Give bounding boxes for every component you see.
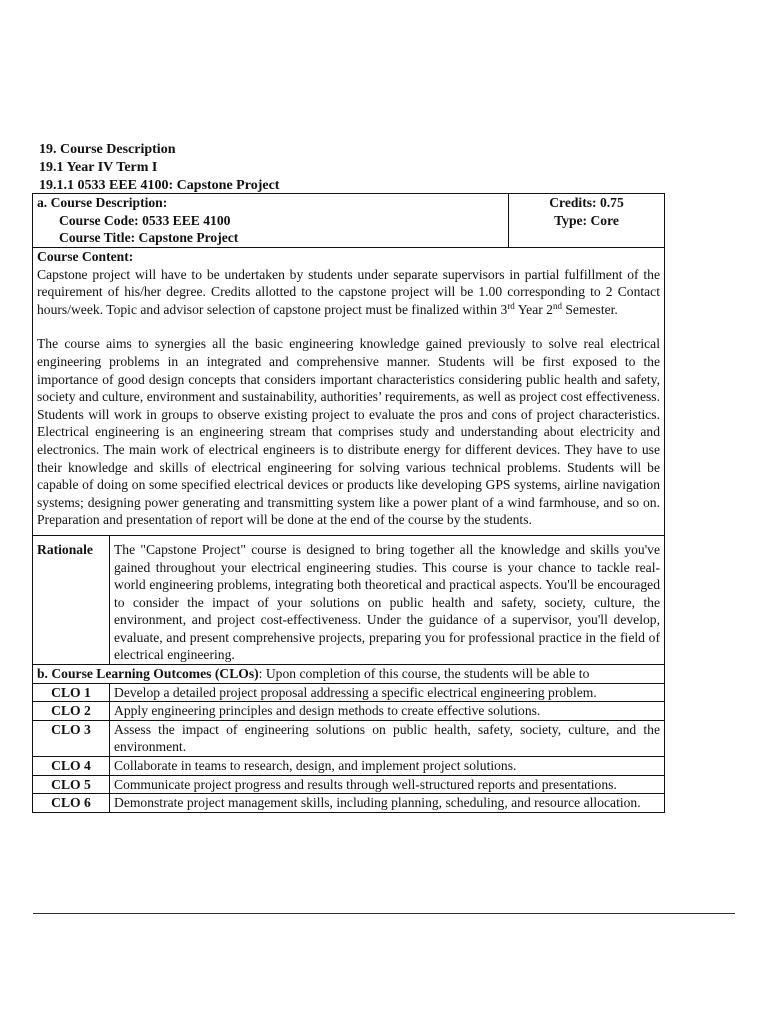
clo-id: CLO 6 — [33, 794, 110, 813]
clo-id: CLO 2 — [33, 702, 110, 721]
rationale-label: Rationale — [33, 535, 110, 664]
clo-description: Demonstrate project management skills, including planning, scheduling, and resource allocation. — [110, 794, 665, 813]
clo-id: CLO 1 — [33, 683, 110, 702]
clo-row — [33, 757, 665, 776]
course-content-cell — [33, 248, 665, 536]
clo-description: Collaborate in teams to research, design, and implement project solutions. — [110, 757, 665, 776]
section-heading: 19. Course Description — [39, 142, 176, 157]
course-title: Course Title: Capstone Project — [59, 230, 239, 246]
clo-row — [33, 683, 665, 702]
course-code: Course Code: 0533 EEE 4100 — [59, 212, 231, 228]
course-content-row — [33, 248, 665, 536]
clo-id: CLO 4 — [33, 757, 110, 776]
clo-section-label: b. Course Learning Outcomes (CLOs) — [37, 666, 259, 682]
course-heading: 19.1.1 0533 EEE 4100: Capstone Project — [39, 178, 280, 193]
clo-description: Assess the impact of engineering solutions on public health, safety, society, culture, and the environment. — [110, 720, 665, 756]
course-content-paragraph-2: The course aims to synergies all the basic engineering knowledge gained previously to solve real electrical engineering problems in an integrated and comprehensive manner. Students will be first exposed to the importance of good design concepts that considers important characteristics considering public health and safety, society and culture, environment and sustainability, authorities’ requirements, as well as project cost effectiveness. Students will work in groups to observe existing project to evaluate the pros and cons of project characteristics. Electrical engineering is an engineering stream that comprises study and understanding about electricity and electronics. The main work of electrical engineers is to distribute energy for different devices. They have to use their knowledge and skills of electrical engineering for solving various technical problems. Students will be capable of doing on some specified electrical devices or products like developing GPS systems, airline navigation systems; designing power generating and transmitting system like a power plant of a wind farmhouse, and so on. Preparation and presentation of report will be done at the end of the course by the students. — [37, 336, 660, 528]
clo-id: CLO 5 — [33, 775, 110, 794]
clo-intro-cell — [33, 665, 665, 684]
clo-id: CLO 3 — [33, 720, 110, 756]
course-description-label: a. Course Description: — [37, 195, 168, 210]
course-table — [32, 193, 665, 813]
course-content-label: Course Content: — [37, 249, 134, 264]
credits-cell — [509, 194, 665, 248]
course-description-cell — [33, 194, 509, 248]
clo-description: Develop a detailed project proposal addressing a specific electrical engineering problem. — [110, 683, 665, 702]
clo-row — [33, 702, 665, 721]
clo-row — [33, 794, 665, 813]
clo-row — [33, 720, 665, 756]
credits-value: Credits: 0.75 — [549, 195, 624, 210]
clo-row — [33, 775, 665, 794]
clo-description: Apply engineering principles and design methods to create effective solutions. — [110, 702, 665, 721]
clo-intro-row — [33, 665, 665, 684]
course-header-row — [33, 194, 665, 248]
clo-description: Communicate project progress and results through well-structured reports and presentations. — [110, 775, 665, 794]
course-type: Type: Core — [554, 212, 619, 228]
clo-intro-text: : Upon completion of this course, the students will be able to — [258, 666, 590, 682]
rationale-text: The "Capstone Project" course is designed to bring together all the knowledge and skills you've gained throughout your electrical engineering studies. This course is your chance to tackle real-world engineering problems, integrating both theoretical and practical aspects. You'll be encouraged to consider the impact of your solutions on public health and safety, society, culture, the environment, and project cost-effectiveness. Under the guidance of a supervisor, you'll develop, evaluate, and present comprehensive projects, preparing you for professional practice in the field of electrical engineering. — [110, 535, 665, 664]
course-content-paragraph-1: Capstone project will have to be undertaken by students under separate supervisors in partial fulfillment of the requirement of his/her degree. Credits allotted to the capstone project will be 1.00 corresponding to 2 Contact hours/week. Topic and advisor selection of capstone project must be finalized within 3rd Year 2nd Semester. — [37, 266, 660, 317]
page-footer-rule — [33, 913, 735, 914]
rationale-row — [33, 535, 665, 664]
subsection-heading: 19.1 Year IV Term I — [39, 160, 158, 175]
